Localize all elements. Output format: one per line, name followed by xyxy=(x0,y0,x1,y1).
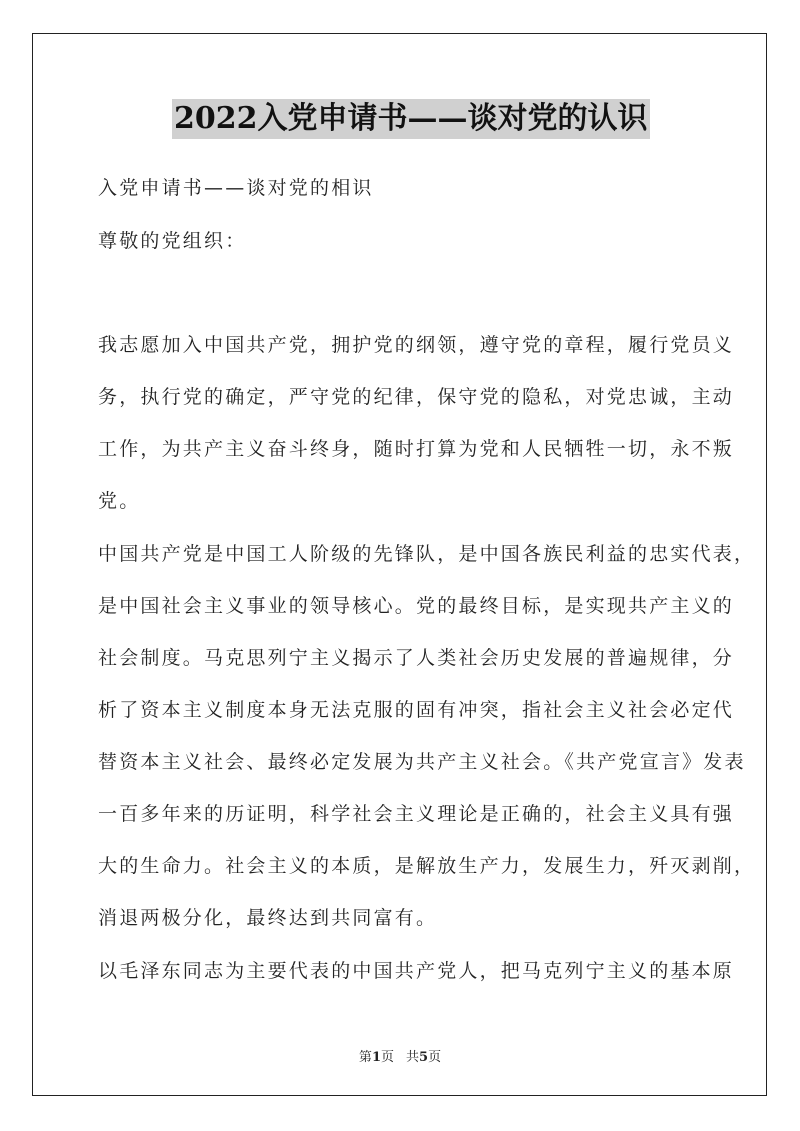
paragraph-line: 社会制度。马克思列宁主义揭示了人类社会历史发展的普遍规律，分 xyxy=(98,647,735,669)
paragraph-line: 我志愿加入中国共产党，拥护党的纲领，遵守党的章程，履行党员义 xyxy=(98,334,735,356)
total-prefix: 共 xyxy=(406,1050,420,1065)
salutation: 尊敬的党组织： xyxy=(98,230,247,252)
paragraph-line: 工作，为共产主义奋斗终身，随时打算为党和人民牺牲一切，永不叛 xyxy=(98,438,735,460)
paragraph-line: 替资本主义社会、最终必定发展为共产主义社会。《共产党宣言》发表 xyxy=(98,751,746,773)
paragraph-line: 党。 xyxy=(98,490,141,512)
page-current: 1 xyxy=(371,1050,381,1065)
document-subtitle: 入党申请书——谈对党的相识 xyxy=(98,177,374,199)
page-prefix: 第 xyxy=(358,1050,372,1065)
paragraph-line: 析了资本主义制度本身无法克服的固有冲突，指社会主义社会必定代 xyxy=(98,699,735,721)
page-footer xyxy=(0,1046,800,1065)
paragraph-line: 以毛泽东同志为主要代表的中国共产党人，把马克列宁主义的基本原 xyxy=(98,960,735,982)
paragraph-line: 务，执行党的确定，严守党的纪律，保守党的隐私，对党忠诚，主动 xyxy=(98,386,735,408)
total-unit: 页 xyxy=(428,1050,442,1065)
page-total: 5 xyxy=(419,1050,429,1065)
paragraph-line: 一百多年来的历证明，科学社会主义理论是正确的，社会主义具有强 xyxy=(98,803,735,825)
paragraph-line: 中国共产党是中国工人阶级的先锋队，是中国各族民利益的忠实代表， xyxy=(98,543,756,565)
paragraph-line: 是中国社会主义事业的领导核心。党的最终目标，是实现共产主义的 xyxy=(98,595,735,617)
paragraph-line: 消退两极分化，最终达到共同富有。 xyxy=(98,907,438,929)
document-title: 2022入党申请书——谈对党的认识 xyxy=(172,99,650,139)
paragraph-line: 大的生命力。社会主义的本质，是解放生产力，发展生力，歼灭剥削， xyxy=(98,855,756,877)
page-unit: 页 xyxy=(380,1050,394,1065)
